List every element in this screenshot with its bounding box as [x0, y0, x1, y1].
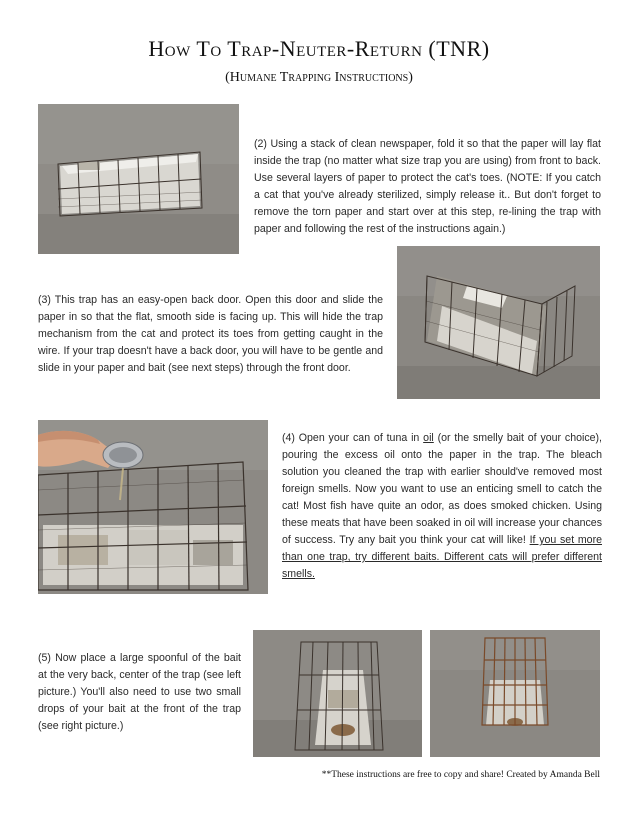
step2-text: (2) Using a stack of clean newspaper, fold it so that the paper will lay flat inside the trap (no matter what size trap you are using) from front to back. Use several layers of paper to protect the cat's toes. (NOTE: If you catch a cat that you've already sterilized, simply release it.. But don't forget to remove the torn paper and start over at this step, re-lining the trap with paper and following the rest of the instructions again.)	[254, 138, 601, 235]
step5-photo-right	[430, 630, 600, 757]
step4-photo	[38, 420, 268, 594]
step4-oil-word: oil	[423, 432, 434, 444]
step4-tip-underlined: If you set more than one trap, try different baits. Different cats will prefer different smells.	[282, 534, 602, 580]
step4-text-body: (or the smelly bait of your choice), pouring the excess oil onto the paper in the trap. The bleach solution you cleaned the trap with earlier should've removed most foreign smells. Now you want to use an enticing smell to catch the cat! Most fish have quite an odor, as does smoked chicken. Using these meats that have been soaked in oil will increase your chances of success. Try any bait you think your cat will like!	[282, 432, 602, 546]
step4-text	[282, 430, 602, 583]
step5-photo-left	[253, 630, 422, 757]
page-title: How To Trap-Neuter-Return (TNR)	[148, 36, 490, 61]
step3-text: (3) This trap has an easy-open back door. Open this door and slide the paper in so that the flat, smooth side is facing up. This will hide the trap mechanism from the cat and protect its toes from getting caught in the wire. If your trap doesn't have a back door, you will have to be gentle and slide in your paper and bait (see next steps) through the front door.	[38, 294, 383, 374]
page-subtitle: (Humane Trapping Instructions)	[225, 70, 413, 85]
step3-photo	[397, 246, 600, 399]
step5-text: (5) Now place a large spoonful of the bait at the very back, center of the trap (see left picture.) You'll also need to use two small drops of your bait at the front of the trap (see right picture.)	[38, 652, 241, 732]
step2-photo	[38, 104, 239, 254]
step4-text-intro: (4) Open your can of tuna in	[282, 432, 424, 444]
footer-credit: **These instructions are free to copy and share! Created by Amanda Bell	[321, 770, 600, 780]
